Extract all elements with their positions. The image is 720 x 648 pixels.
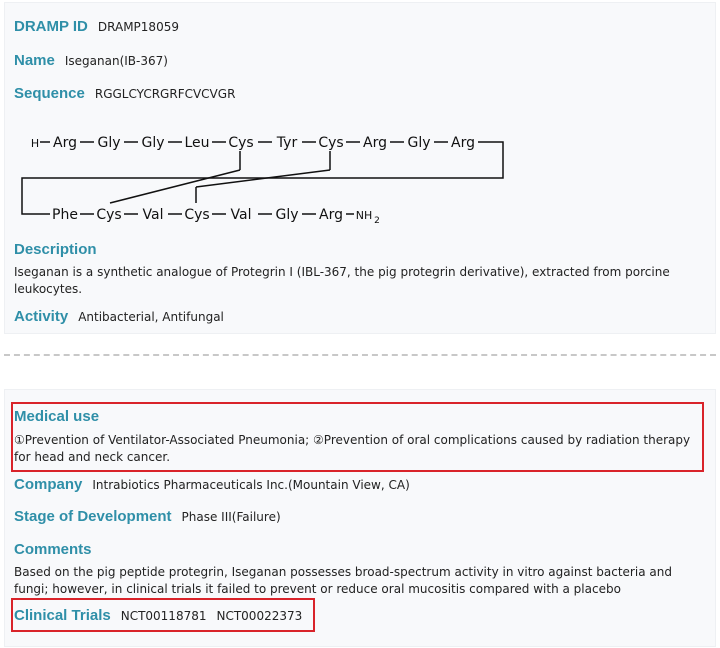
name-value: Iseganan(IB-367) — [64, 54, 168, 68]
sequence-label: Sequence — [14, 85, 85, 102]
comments-label: Comments — [14, 541, 92, 558]
residue: Cys — [318, 135, 344, 151]
clinical-trials-row — [14, 605, 302, 624]
residue: Arg — [53, 135, 77, 151]
activity-row — [14, 306, 224, 325]
medical-use-label: Medical use — [14, 408, 100, 425]
n-terminus: H — [30, 137, 40, 150]
residue: Val — [142, 207, 164, 223]
comments-heading — [14, 539, 92, 558]
clinical-trials-label: Clinical Trials — [14, 607, 111, 624]
residue: Gly — [141, 135, 165, 151]
residue: Gly — [407, 135, 431, 151]
residue: Phe — [52, 207, 78, 223]
residue: Cys — [184, 207, 210, 223]
residue: Arg — [319, 207, 343, 223]
sequence-value: RGGLCYCRGRFCVCVGR — [94, 87, 236, 101]
c-terminus: NH — [355, 209, 373, 222]
activity-value: Antibacterial, Antifungal — [78, 310, 224, 324]
dramp-id-label: DRAMP ID — [14, 18, 88, 35]
residue: Gly — [275, 207, 299, 223]
medical-use-heading — [14, 406, 99, 425]
peptide-structure-diagram — [0, 0, 720, 240]
name-label: Name — [14, 52, 55, 69]
residue: Tyr — [276, 135, 298, 151]
description-heading — [14, 239, 97, 258]
c-terminus-subscript: 2 — [374, 216, 380, 226]
clinical-trial-link[interactable]: NCT00118781 — [120, 609, 207, 623]
company-row — [14, 474, 410, 493]
dramp-id-value: DRAMP18059 — [97, 20, 179, 34]
residue: Arg — [451, 135, 475, 151]
structure-bonds — [22, 142, 503, 214]
stage-label: Stage of Development — [14, 508, 172, 525]
residue: Gly — [97, 135, 121, 151]
company-value: Intrabiotics Pharmaceuticals Inc.(Mountain View, CA) — [92, 478, 410, 492]
residue: Leu — [184, 135, 210, 151]
stage-row — [14, 506, 281, 525]
clinical-trial-link[interactable]: NCT00022373 — [216, 609, 303, 623]
residue: Cys — [96, 207, 122, 223]
description-text: Iseganan is a synthetic analogue of Protegrin I (IBL-367, the pig protegrin derivative), extracted from porcine leukocytes. — [14, 265, 670, 296]
residue: Val — [230, 207, 252, 223]
residue: Arg — [363, 135, 387, 151]
medical-use-text: ①Prevention of Ventilator-Associated Pneumonia; ②Prevention of oral complications caused by radiation therapy for head and neck cancer. — [14, 433, 691, 464]
section-divider — [4, 354, 716, 356]
stage-value: Phase III(Failure) — [181, 510, 281, 524]
activity-label: Activity — [14, 308, 69, 325]
comments-text: Based on the pig peptide protegrin, Iseganan possesses broad-spectrum activity in vitro against bacteria and fungi; however, in clinical trials it failed to prevent or reduce oral mucositis compared with a placebo — [14, 565, 672, 596]
description-label: Description — [14, 241, 97, 258]
company-label: Company — [14, 476, 83, 493]
residue: Cys — [228, 135, 254, 151]
